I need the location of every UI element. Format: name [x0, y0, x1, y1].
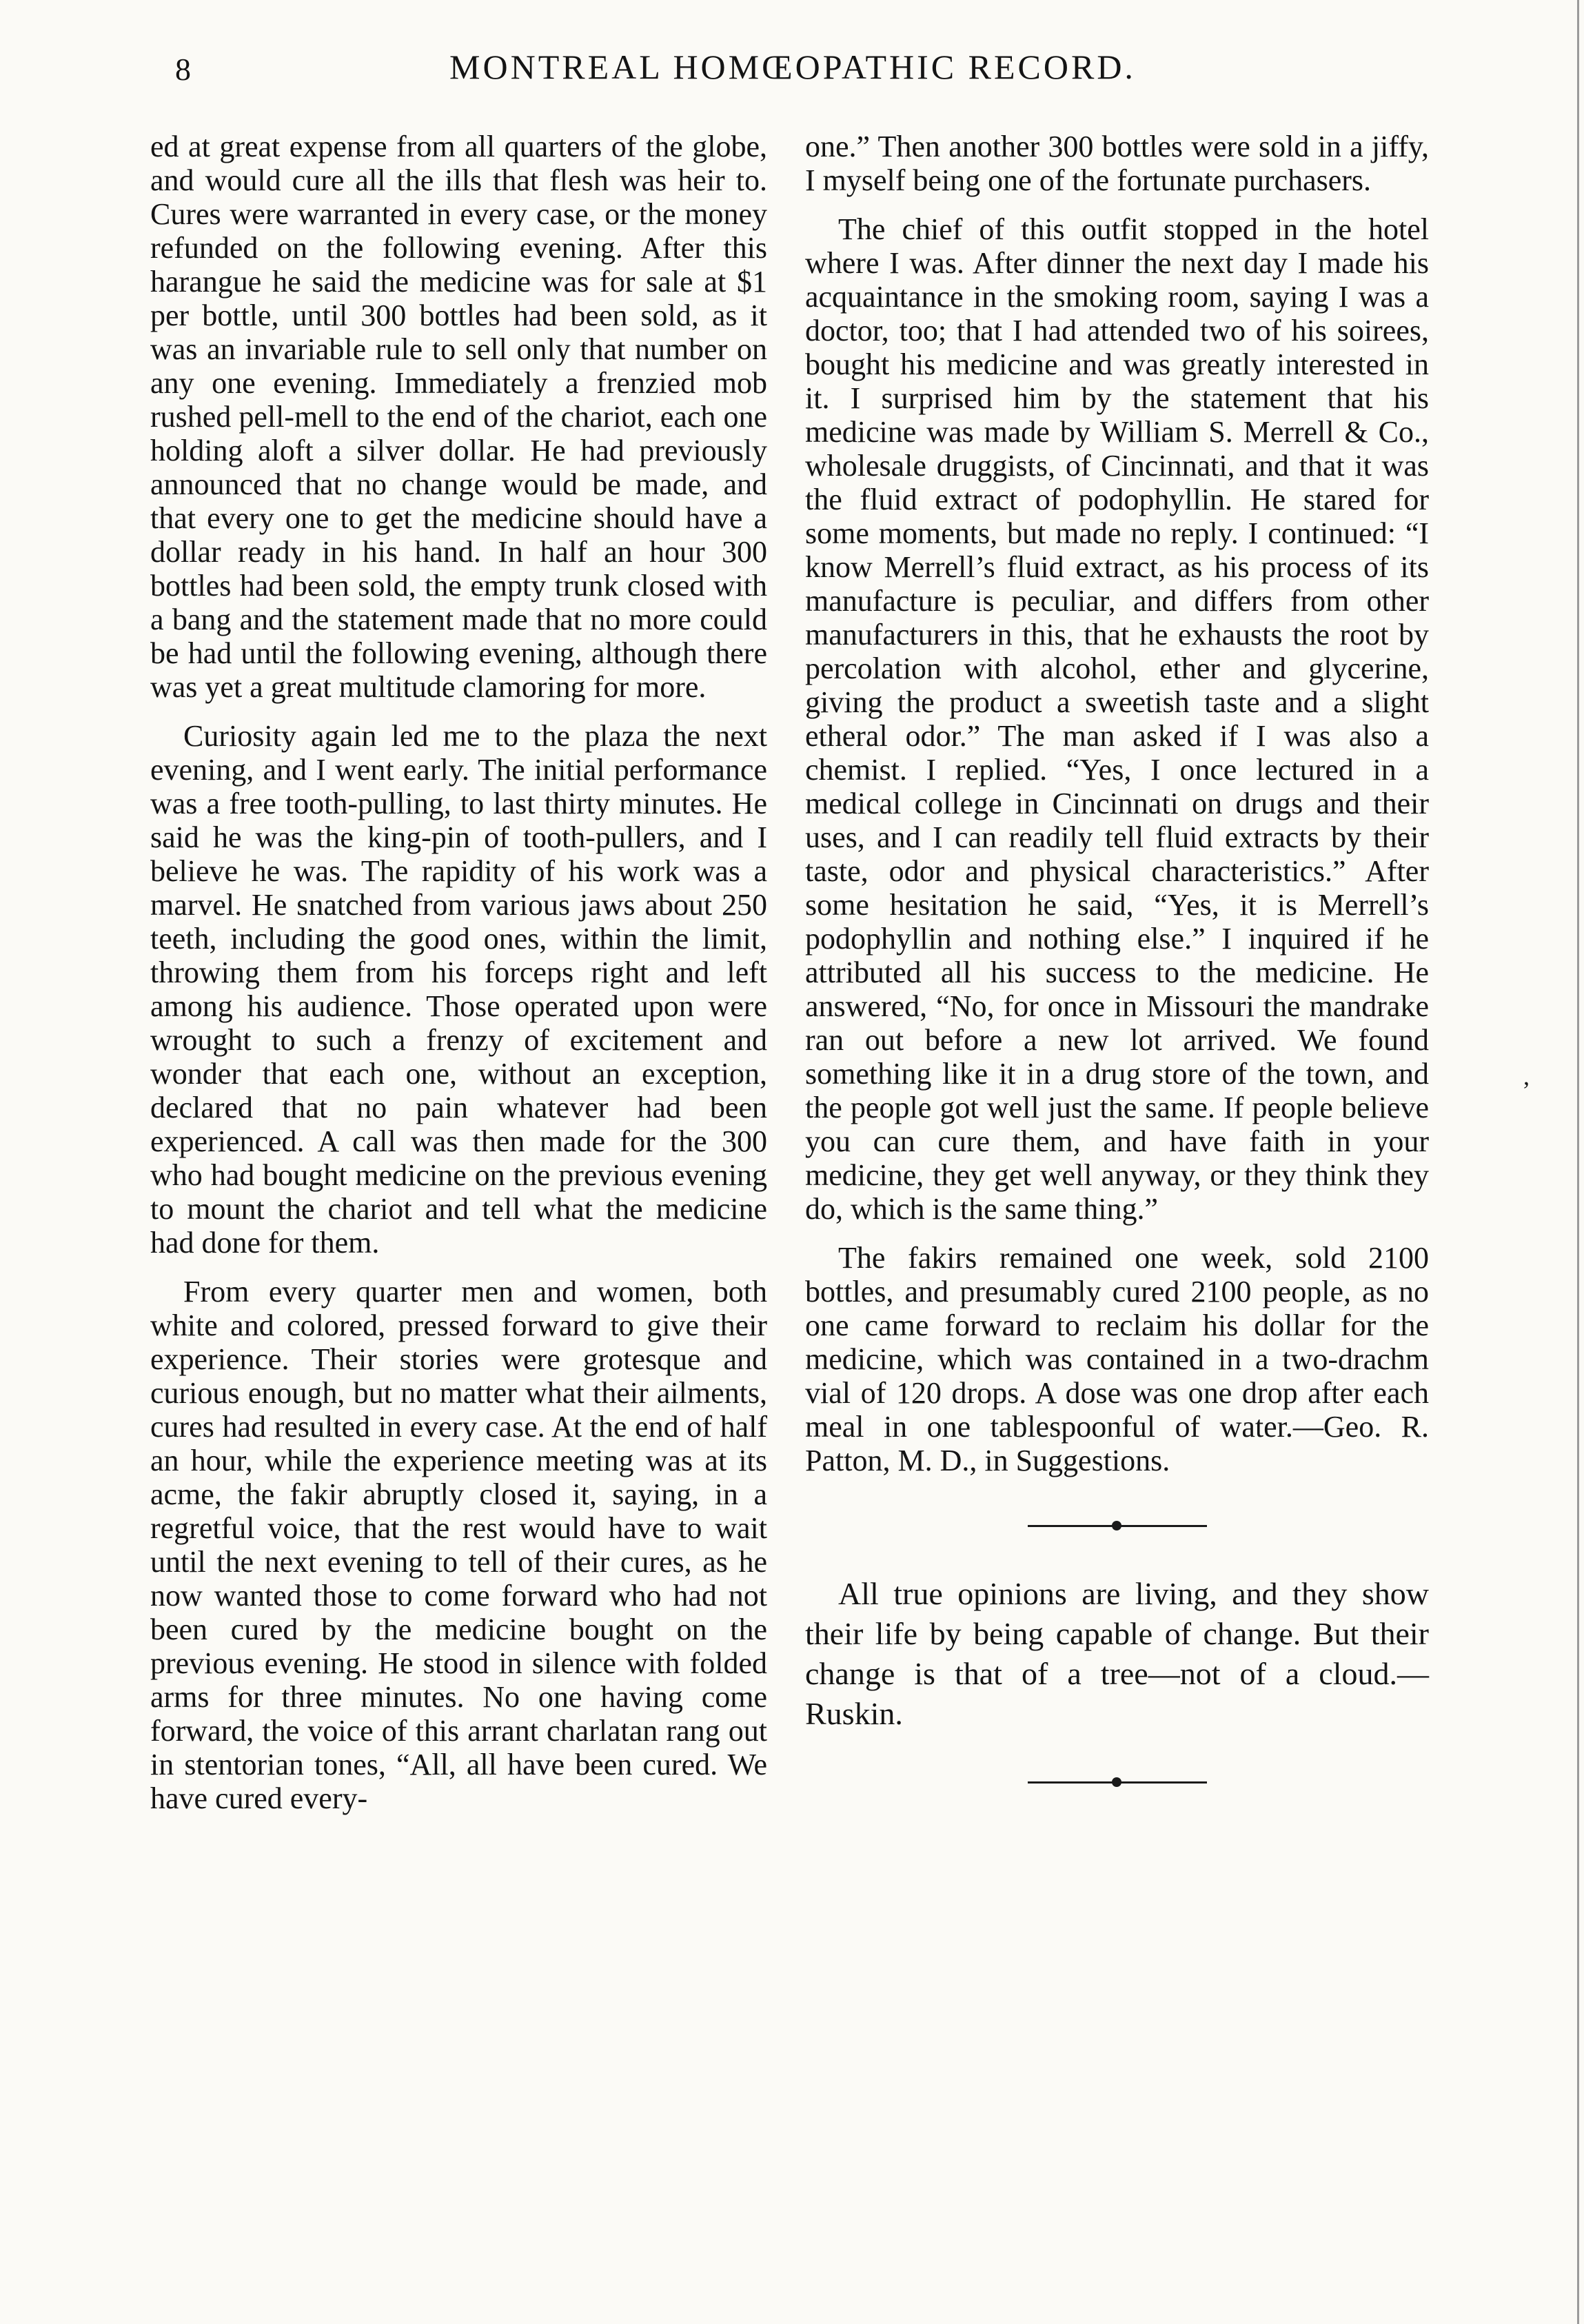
right-column: [805, 130, 1429, 1830]
ruskin-quote: All true opinions are living, and they show their life by being capable of change. But their change is that of a tree—not of a cloud.—Ruskin.: [805, 1576, 1429, 1731]
separator-dot: [1112, 1521, 1121, 1530]
article-paragraph: The chief of this outfit stopped in the hotel where I was. After dinner the next day I made his acquaintance in the smoking room, saying I was a doctor, too; that I had attended two of his soirees, bought his medicine and was greatly interested in it. I surprised him by the statement that his medicine was made by William S. Merrell & Co., wholesale druggists, of Cincinnati, and that it was the fluid extract of podophyllin. He stared for some moments, but made no reply. I continued: “I know Merrell’s fluid extract, as his process of its manufacture is peculiar, and differs from other manufacturers in this, that he exhausts the root by percolation with alcohol, ether and glycerine, giving the product a sweetish taste and a slight etheral odor.” The man asked if I was also a chemist. I replied. “Yes, I once lectured in a medical college in Cincinnati on drugs and their uses, and I can readily tell fluid extracts by their taste, odor and physical characteristics.” After some hesitation he said, “Yes, it is Merrell’s podophyllin and nothing else.” I inquired if he attributed all his success to the medicine. He answered, “No, for once in Missouri the mandrake ran out before a new lot arrived. We found something like it in a drug store of the town, and the people got well just the same. If people believe you can cure them, and have faith in your medicine, they get well anyway, or they think they do, which is the same thing.”: [805, 212, 1429, 1226]
running-title: MONTREAL HOMŒOPATHIC RECORD.: [449, 48, 1136, 86]
article-paragraph: Curiosity again led me to the plaza the next evening, and I went early. The initial performance was a free tooth-pulling, to last thirty minutes. He said he was the king-pin of tooth-pullers, and I believe he was. The rapidity of his work was a marvel. He snatched from various jaws about 250 teeth, including the good ones, within the limit, throwing them from his forceps right and left among his audience. Those operated upon were wrought to such a frenzy of excitement and wonder that each one, without an exception, declared that no pain whatever had been experienced. A call was then made for the 300 who had bought medicine on the previous evening to mount the chariot and tell what the medicine had done for them.: [150, 719, 767, 1260]
stray-mark: ,: [1523, 1062, 1530, 1090]
left-column: [150, 130, 767, 1830]
article-paragraph: one.” Then another 300 bottles were sold in a jiffy, I myself being one of the fortunate purchasers.: [805, 130, 1429, 197]
article-paragraph: From every quarter men and women, both white and colored, pressed forward to give their experience. Their stories were grotesque and curious enough, but no matter what their ailments, cures had resulted in every case. At the end of half an hour, while the experience meeting was at its acme, the fakir abruptly closed it, saying, in a regretful voice, that the rest would have to wait until the next evening to tell of their cures, as he now wanted those to come forward who had not been cured by the medicine bought on the previous evening. He stood in silence with folded arms for three minutes. No one having come forward, the voice of this arrant charlatan rang out in stentorian tones, “All, all have been cured. We have cured every-: [150, 1275, 767, 1815]
page-edge-line: [1577, 0, 1579, 2324]
section-separator: [1028, 1775, 1207, 1789]
page-number: 8: [175, 52, 191, 87]
article-paragraph: ed at great expense from all quarters of the globe, and would cure all the ills that flesh was heir to. Cures were warranted in every case, or the money refunded on the following evening. After this harangue he said the medicine was for sale at $1 per bottle, until 300 bottles had been sold, as it was an invariable rule to sell only that number on any one evening. Immediately a frenzied mob rushed pell-mell to the end of the chariot, each one holding aloft a silver dollar. He had previously announced that no change would be made, and that every one to get the medicine should have a dollar ready in his hand. In half an hour 300 bottles had been sold, the empty trunk closed with a bang and the statement made that no more could be had until the following evening, although there was yet a great multitude clamoring for more.: [150, 130, 767, 704]
article-paragraph: The fakirs remained one week, sold 2100 bottles, and presumably cured 2100 people, as no one came forward to reclaim his dollar for the medicine, which was contained in a two-drachm vial of 120 drops. A dose was one drop after each meal in one tablespoonful of water.—Geo. R. Patton, M. D., in Suggestions.: [805, 1241, 1429, 1477]
section-separator: [1028, 1519, 1207, 1533]
separator-dot: [1112, 1777, 1121, 1787]
